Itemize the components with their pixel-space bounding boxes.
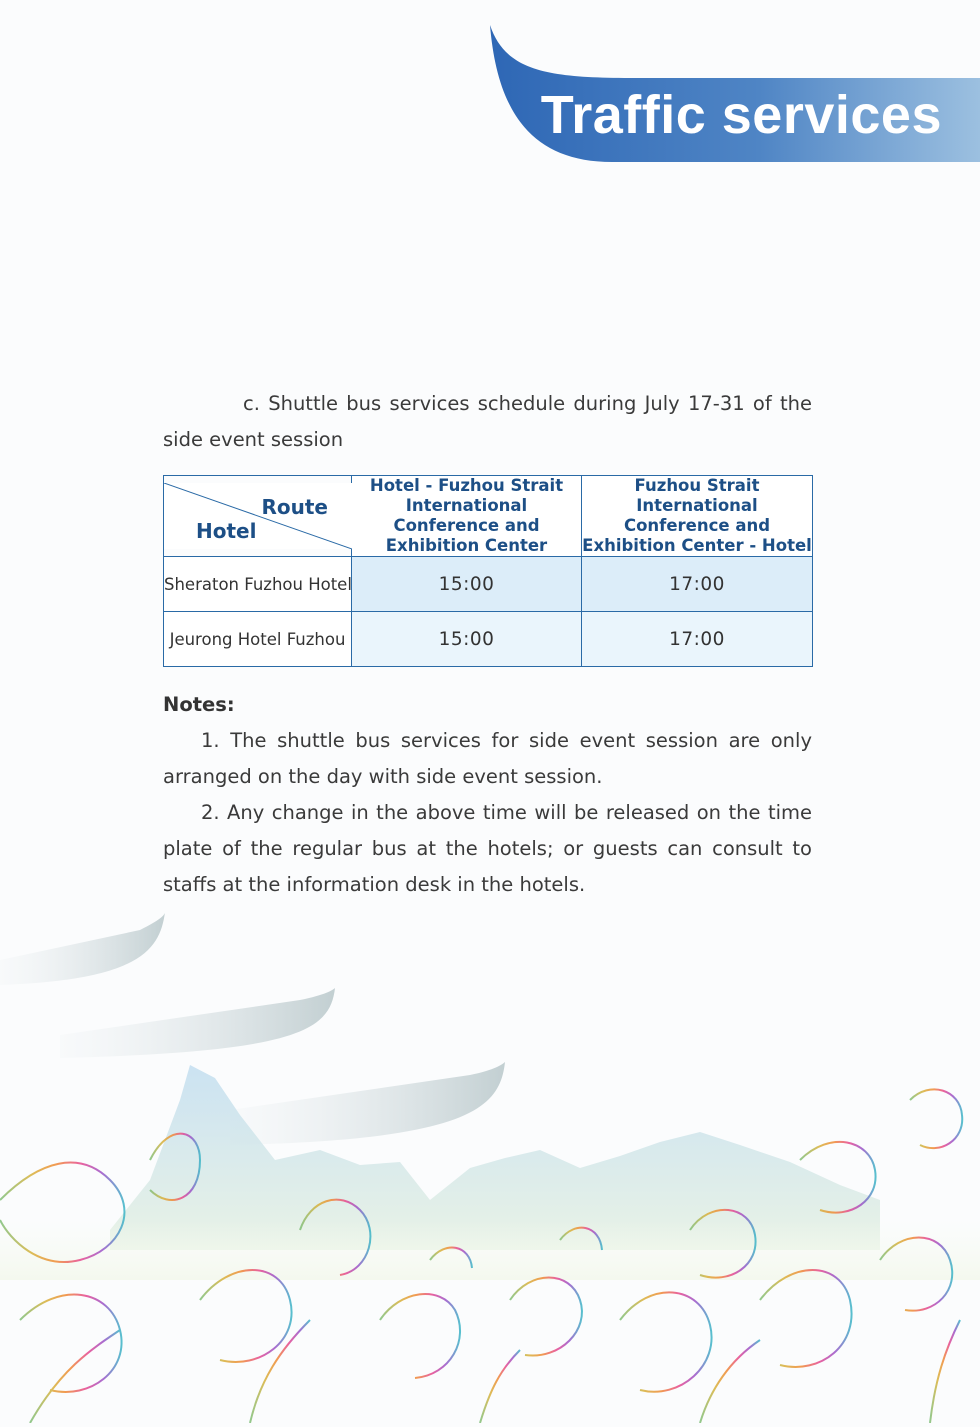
corner-route-label: Route bbox=[261, 495, 328, 519]
shuttle-schedule-table bbox=[163, 475, 813, 667]
schedule-intro: c. Shuttle bus services schedule during July 17-31 of the side event session bbox=[163, 392, 812, 451]
column-header-outbound: Hotel - Fuzhou Strait International Conference and Exhibition Center bbox=[352, 476, 582, 557]
hotel-name-cell: Jeurong Hotel Fuzhou bbox=[164, 612, 352, 667]
decorative-scenery-illustration bbox=[0, 900, 980, 1423]
corner-header-cell bbox=[164, 476, 352, 557]
outbound-time-cell: 15:00 bbox=[352, 612, 582, 667]
header-banner bbox=[0, 0, 980, 200]
note-item: 1. The shuttle bus services for side event session are only arranged on the day with side event session. bbox=[163, 729, 812, 788]
hotel-name-cell: Sheraton Fuzhou Hotel bbox=[164, 557, 352, 612]
note-item: 2. Any change in the above time will be released on the time plate of the regular bus at the hotels; or guests can consult to staffs at the information desk in the hotels. bbox=[163, 801, 812, 896]
return-time-cell: 17:00 bbox=[582, 557, 813, 612]
return-time-cell: 17:00 bbox=[582, 612, 813, 667]
column-header-return: Fuzhou Strait International Conference and Exhibition Center - Hotel bbox=[582, 476, 812, 555]
corner-hotel-label: Hotel bbox=[196, 519, 257, 543]
page-title: Traffic services bbox=[540, 85, 942, 145]
outbound-time-cell: 15:00 bbox=[352, 557, 582, 612]
notes-heading: Notes: bbox=[163, 693, 235, 716]
table-header-row bbox=[164, 476, 813, 557]
main-content bbox=[163, 386, 812, 903]
table-row bbox=[164, 612, 813, 667]
table-row bbox=[164, 557, 813, 612]
